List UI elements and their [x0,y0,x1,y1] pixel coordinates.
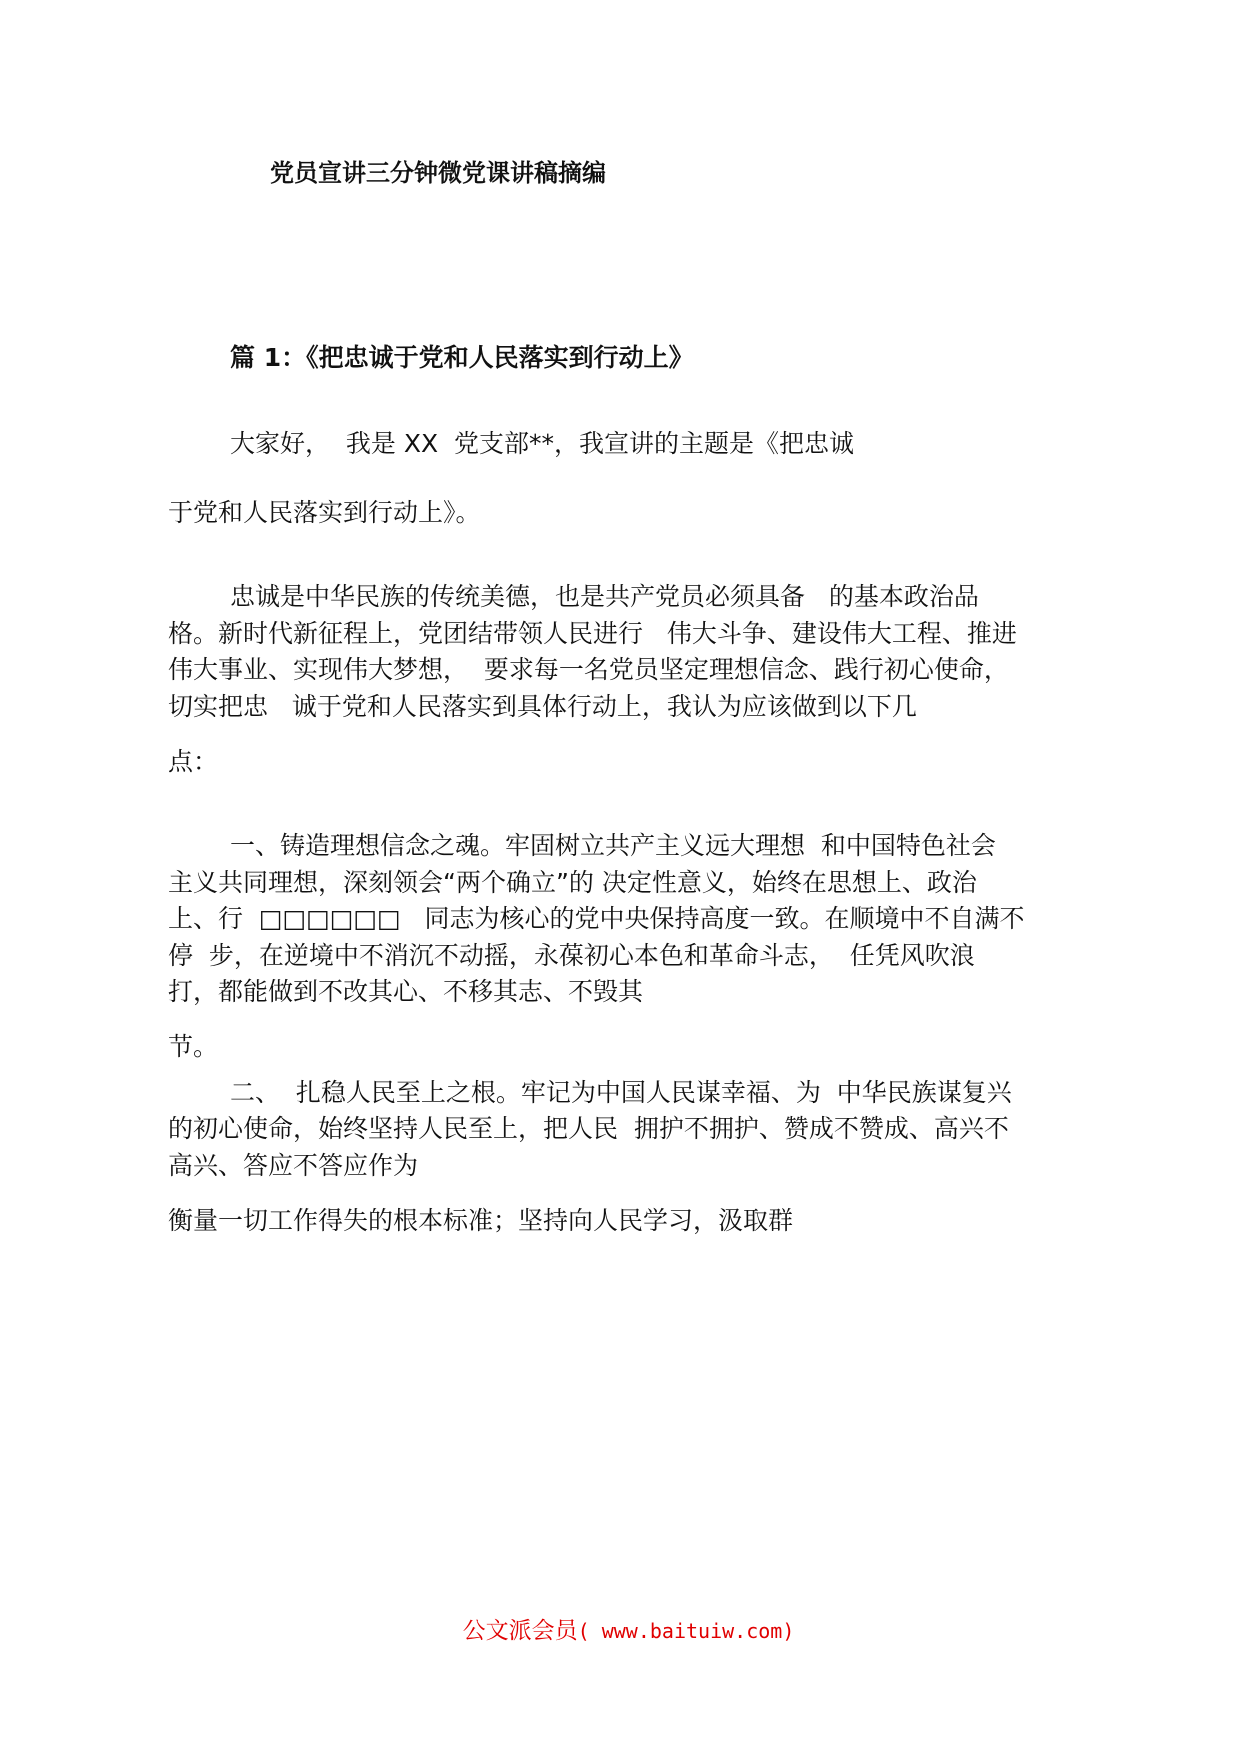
body-line-1: 大家好， 我是 XX 党支部**，我宣讲的主题是《把忠诚 [230,429,854,458]
watermark-footer [448,1586,794,1645]
body-line-8: 一、铸造理想信念之魂。牢固树立共产主义远大理想 和中国特色社会 [230,831,996,860]
body-line-7: 点： [168,747,219,776]
body-line-3: 忠诚是中华民族的传统美德，也是共产党员必须具备 的基本政治品 [230,582,979,611]
body-line-11: 停 步，在逆境中不消沉不动摇，永葆初心本色和革命斗志， 任凭风吹浪 [168,941,975,970]
body-line-14: 二、 扎稳人民至上之根。牢记为中国人民谋幸福、为 中华民族谋复兴 [230,1078,1012,1107]
body-line-10: 上、行 □□□□□□ 同志为核心的党中央保持高度一致。在顺境中不自满不 [168,904,1025,933]
body-line-15: 的初心使命，始终坚持人民至上，把人民 拥护不拥护、赞成不赞成、高兴不 [168,1114,1009,1143]
body-line-5: 伟大事业、实现伟大梦想， 要求每一名党员坚定理想信念、践行初心使命， [168,655,1009,684]
body-line-13: 节。 [168,1032,219,1061]
body-line-12: 打，都能做到不改其心、不移其志、不毁其 [168,977,644,1006]
body-line-16: 高兴、答应不答应作为 [168,1151,419,1180]
body-line-9: 主义共同理想，深刻领会“两个确立”的 决定性意义，始终在思想上、政治 [168,868,977,897]
footer-url[interactable]: ( www.baituiw.com) [577,1619,795,1643]
footer-label: 公文派会员 [462,1618,578,1644]
body-line-4: 格。新时代新征程上，党团结带领人民进行 伟大斗争、建设伟大工程、推进 [168,619,1017,648]
body-line-2: 于党和人民落实到行动上》。 [168,498,481,527]
body-line-6: 切实把忠 诚于党和人民落实到具体行动上，我认为应该做到以下几 [168,692,917,721]
document-title: 党员宣讲三分钟微党课讲稿摘编 [270,159,606,187]
body-line-17: 衡量一切工作得失的根本标准；坚持向人民学习，汲取群 [168,1206,794,1235]
chapter-heading: 篇 1：《把忠诚于党和人民落实到行动上》 [230,343,694,372]
